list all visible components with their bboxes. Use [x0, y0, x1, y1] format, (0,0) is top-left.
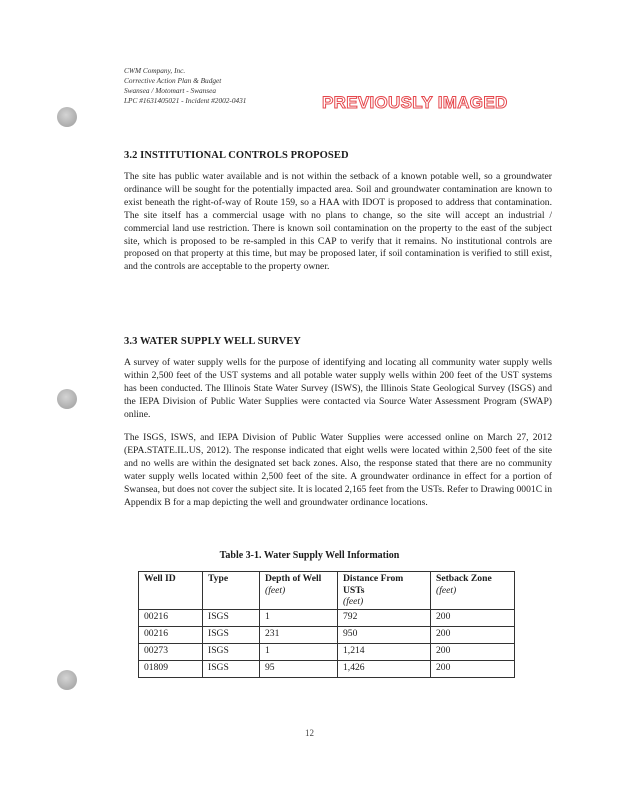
column-header-depth: Depth of Well (feet): [260, 572, 338, 610]
institutional-controls-paragraph: The site has public water available and is not within the setback of a known potable well, so a groundwater ordinance will be sought for the potentially impacted area. Soil and groundwater contamination are known to exist beneath the right-of-way of Route 159, so a HAA with IDOT is proposed to address that contamination. The site itself has a commercial usage with no plans to change, so the site will accept an industrial / commercial land use restriction. There is known soil contamination on the property to the east of the subject site, which is proposed to be re-sampled in this CAP to verify that it remains. No institutional controls are proposed on that property at this time, but may be proposed later, if soil contamination is verified to still exist, and the controls are acceptable to the property owner.: [124, 171, 552, 273]
punch-hole-bottom: [57, 670, 77, 690]
cell-type: ISGS: [203, 626, 260, 643]
header-company: CWM Company, Inc.: [124, 66, 186, 75]
cell-well-id: 00216: [139, 626, 203, 643]
section-heading-water-supply-well-survey: 3.3 WATER SUPPLY WELL SURVEY: [124, 336, 301, 347]
document-header: [124, 66, 246, 106]
punch-hole-top: [57, 107, 77, 127]
table-caption: Table 3-1. Water Supply Well Information: [219, 550, 400, 561]
cell-type: ISGS: [203, 643, 260, 660]
page-number: 12: [305, 728, 314, 738]
table-row: [139, 609, 515, 626]
well-survey-paragraph-1: A survey of water supply wells for the purpose of identifying and locating all community water supply wells within 2,500 feet of the UST systems and all potable water supply wells within 200 feet of the UST systems has been conducted. The Illinois State Water Survey (ISWS), the Illinois State Geological Survey (ISGS) and the IEPA Division of Public Water Supplies were contacted via Source Water Assessment Program (SWAP) online.: [124, 357, 552, 420]
column-header-setback: Setback Zone (feet): [431, 572, 515, 610]
cell-depth: 95: [260, 660, 338, 677]
column-header-type: Type: [203, 572, 260, 610]
cell-well-id: 00216: [139, 609, 203, 626]
column-header-distance: Distance From USTs (feet): [338, 572, 431, 610]
table-row: [139, 643, 515, 660]
cell-setback: 200: [431, 660, 515, 677]
cell-distance: 1,214: [338, 643, 431, 660]
cell-depth: 1: [260, 643, 338, 660]
column-header-well-id: Well ID: [139, 572, 203, 610]
column-unit-depth: (feet): [265, 584, 286, 596]
table-header-row: [139, 572, 515, 610]
cell-setback: 200: [431, 609, 515, 626]
well-survey-paragraph-2: The ISGS, ISWS, and IEPA Division of Public Water Supplies were accessed online on March 27, 2012 (EPA.STATE.IL.US, 2012). The response indicated that eight wells were located within 2,500 feet of the site and no wells are within the designated set back zones. Also, the response stated that there are no community water supply wells located within 2,500 feet of the site. A groundwater ordinance in effect for a portion of Swansea, but does not cover the subject site. It is located 2,165 feet from the USTs. Refer to Drawing 0001C in Appendix B for a map depicting the well and groundwater ordinance locations.: [124, 432, 552, 508]
cell-well-id: 00273: [139, 643, 203, 660]
cell-setback: 200: [431, 643, 515, 660]
header-site: Swansea / Motomart - Swansea: [124, 86, 217, 95]
cell-type: ISGS: [203, 660, 260, 677]
cell-distance: 1,426: [338, 660, 431, 677]
previously-imaged-stamp: PREVIOUSLY IMAGED: [322, 93, 508, 112]
column-unit-setback: (feet): [436, 584, 457, 596]
header-incident: LPC #1631405021 - Incident #2002-0431: [124, 96, 247, 105]
well-info-table: [138, 571, 515, 678]
cell-setback: 200: [431, 626, 515, 643]
column-unit-distance: (feet): [343, 596, 364, 607]
punch-hole-middle: [57, 389, 77, 409]
table-row: [139, 626, 515, 643]
cell-type: ISGS: [203, 609, 260, 626]
cell-well-id: 01809: [139, 660, 203, 677]
table-row: [139, 660, 515, 677]
cell-distance: 792: [338, 609, 431, 626]
section-heading-institutional-controls: 3.2 INSTITUTIONAL CONTROLS PROPOSED: [124, 150, 349, 161]
cell-distance: 950: [338, 626, 431, 643]
header-report-title: Corrective Action Plan & Budget: [124, 76, 222, 85]
cell-depth: 1: [260, 609, 338, 626]
cell-depth: 231: [260, 626, 338, 643]
